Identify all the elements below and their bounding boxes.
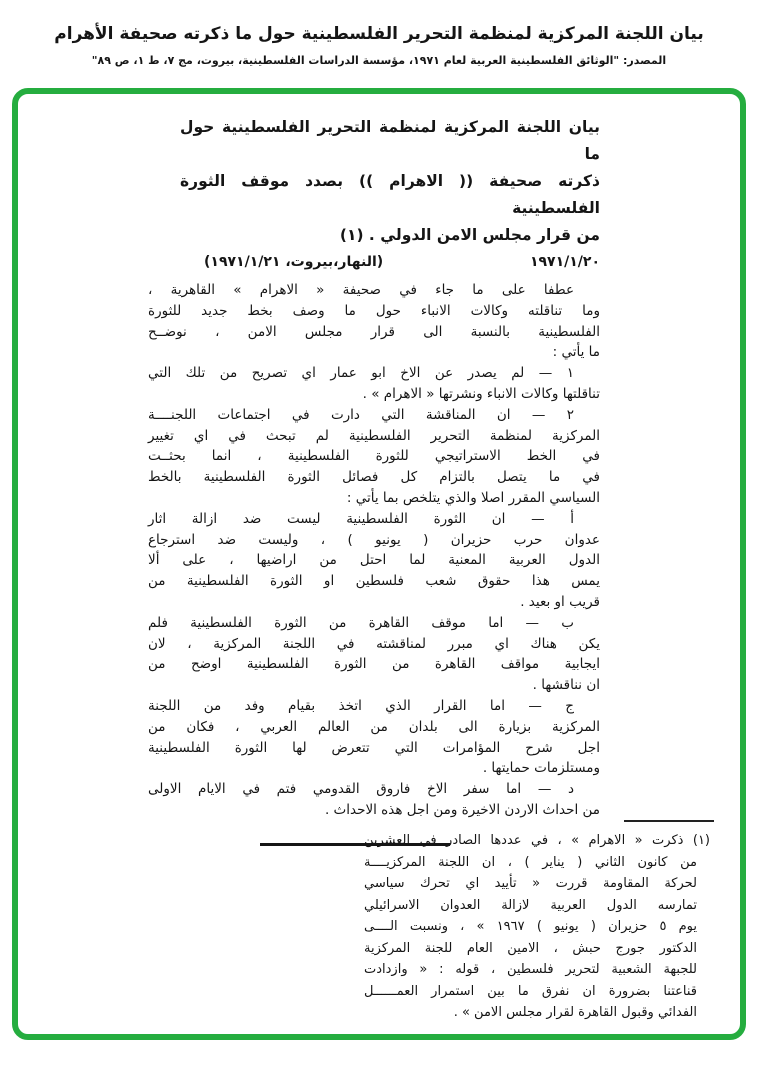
text-line: ان نناقشها . [532, 677, 600, 694]
text-line: ومستلزمات حمايتها . [482, 760, 600, 777]
text-line: (١) ذكرت « الاهرام » ، في عددها الصادر في العشرين [364, 833, 710, 848]
text-line: ذكرته صحيفة (( الاهرام )) بصدد موقف الثورة الفلسطينية [180, 172, 600, 217]
text-line: ب — اما موقف القاهرة من الثورة الفلسطينية فلم [148, 614, 574, 631]
text-line: في ما يتصل بالتزام كل فصائل الثورة الفلسطينية بالخط [148, 469, 600, 486]
document-date: ١٩٧١/١/٢٠ [529, 254, 600, 270]
publication-reference: (النهار،بيروت، ١٩٧١/١/٢١) [204, 254, 384, 270]
text-line: وما تناقلته وكالات الانباء حول ما وصف بخط جديد للثورة [148, 302, 600, 319]
page-header [0, 22, 758, 68]
text-line: المركزية لمنظمة التحرير الفلسطينية لم تبحث في اي تغيير [148, 427, 600, 444]
paragraph [148, 363, 600, 405]
text-line: قناعتنا بضرورة ان نفرق ما بين استمرار العمــــــل [364, 983, 697, 999]
text-line: ما يأتي : [552, 344, 600, 361]
paragraph [148, 509, 600, 613]
page-header-title: بيان اللجنة المركزية لمنظمة التحرير الفلسطينية حول ما ذكرته صحيفة الأهرام [54, 24, 704, 44]
text-line: يمس هذا حقوق شعب فلسطين او الثورة الفلسطينية من [148, 573, 600, 590]
paragraph [148, 280, 600, 363]
document-frame [12, 88, 746, 1040]
text-line: تمارسه الدول العربية لازالة العدوان الاسرائيلي [364, 897, 697, 913]
footnote-divider [624, 820, 714, 822]
text-line: بيان اللجنة المركزية لمنظمة التحرير الفلسطينية حول ما [180, 118, 600, 163]
text-line: الدكتور جورج حبش ، الامين العام للجنة المركزية [364, 940, 697, 956]
text-line: أ — ان الثورة الفلسطينية ليست ضد ازالة اثار [148, 510, 574, 527]
text-line: ١ — لم يصدر عن الاخ ابو عمار اي تصريح من تلك التي [148, 365, 574, 382]
page-header-source: المصدر: "الوثائق الفلسطينية العربية لعام ١٩٧١، مؤسسة الدراسات الفلسطينية، بيروت، مج ٧، ط ١، ص ٨٩" [91, 54, 667, 67]
text-line: السياسي المقرر اصلا والذي يتلخص بما يأتي : [346, 489, 600, 506]
document-title [148, 114, 600, 249]
text-line: في الخط الاستراتيجي للثورة الفلسطينية ، انما بحثــت [148, 448, 600, 465]
paragraph [148, 613, 600, 696]
text-line: يكن هناك اي مبرر لمناقشته في اللجنة المركزية ، لان [148, 635, 600, 652]
text-line: ج — اما القرار الذي اتخذ بقيام وفد من اللجنة [148, 697, 574, 714]
text-line: الفلسطينية بالنسبة الى قرار مجلس الامن ، نوضــح [148, 323, 600, 340]
text-line: للجبهة الشعبية لتحرير فلسطين ، قوله : « وازدادت [364, 962, 697, 977]
document-column [148, 114, 600, 846]
text-line: تناقلتها وكالات الانباء ونشرتها « الاهرام » . [362, 385, 600, 402]
paragraph [148, 696, 600, 779]
text-line: من كانون الثاني ( يناير ) ، ان اللجنة المركزيــــة [364, 854, 697, 870]
document-body [148, 280, 600, 821]
paragraph [148, 405, 600, 509]
text-line: من قرار مجلس الامن الدولي . (١) [339, 226, 600, 244]
date-row [148, 254, 600, 270]
text-line: عطفا على ما جاء في صحيفة « الاهرام » القاهرية ، [148, 282, 574, 298]
text-line: يوم ٥ حزيران ( يونيو ) ١٩٦٧ » ، ونسبت الــــى [364, 919, 697, 934]
text-line: اجل شرح المؤامرات التي تتعرض لها الثورة الفلسطينية [148, 739, 600, 756]
text-line: الدول العربية المعنية لما احتل من اراضيها ، على ألا [148, 552, 600, 569]
footnote [364, 830, 710, 1024]
text-line: قريب او بعيد . [520, 593, 600, 610]
text-line: عدوان حرب حزيران ( يونيو ) ، وليست ضد استرجاع [148, 531, 600, 548]
text-line: الفدائي وقبول القاهرة لقرار مجلس الامن » . [453, 1005, 697, 1020]
text-line: ايجابية مواقف القاهرة من الثورة الفلسطينية اوضح من [148, 656, 600, 673]
text-line: ٢ — ان المناقشة التي دارت في اجتماعات اللجنــــة [148, 406, 574, 423]
text-line: د — اما سفر الاخ فاروق القدومي فتم في الايام الاولى [148, 781, 574, 798]
paragraph [148, 779, 600, 821]
text-line: المركزية بزيارة الى بلدان من العالم العربي ، فكان من [148, 718, 600, 735]
text-line: من احداث الاردن الاخيرة ومن اجل هذه الاحداث . [324, 801, 600, 818]
text-line: لحركة المقاومة قررت « تأييد اي تحرك سياسي [364, 876, 697, 891]
